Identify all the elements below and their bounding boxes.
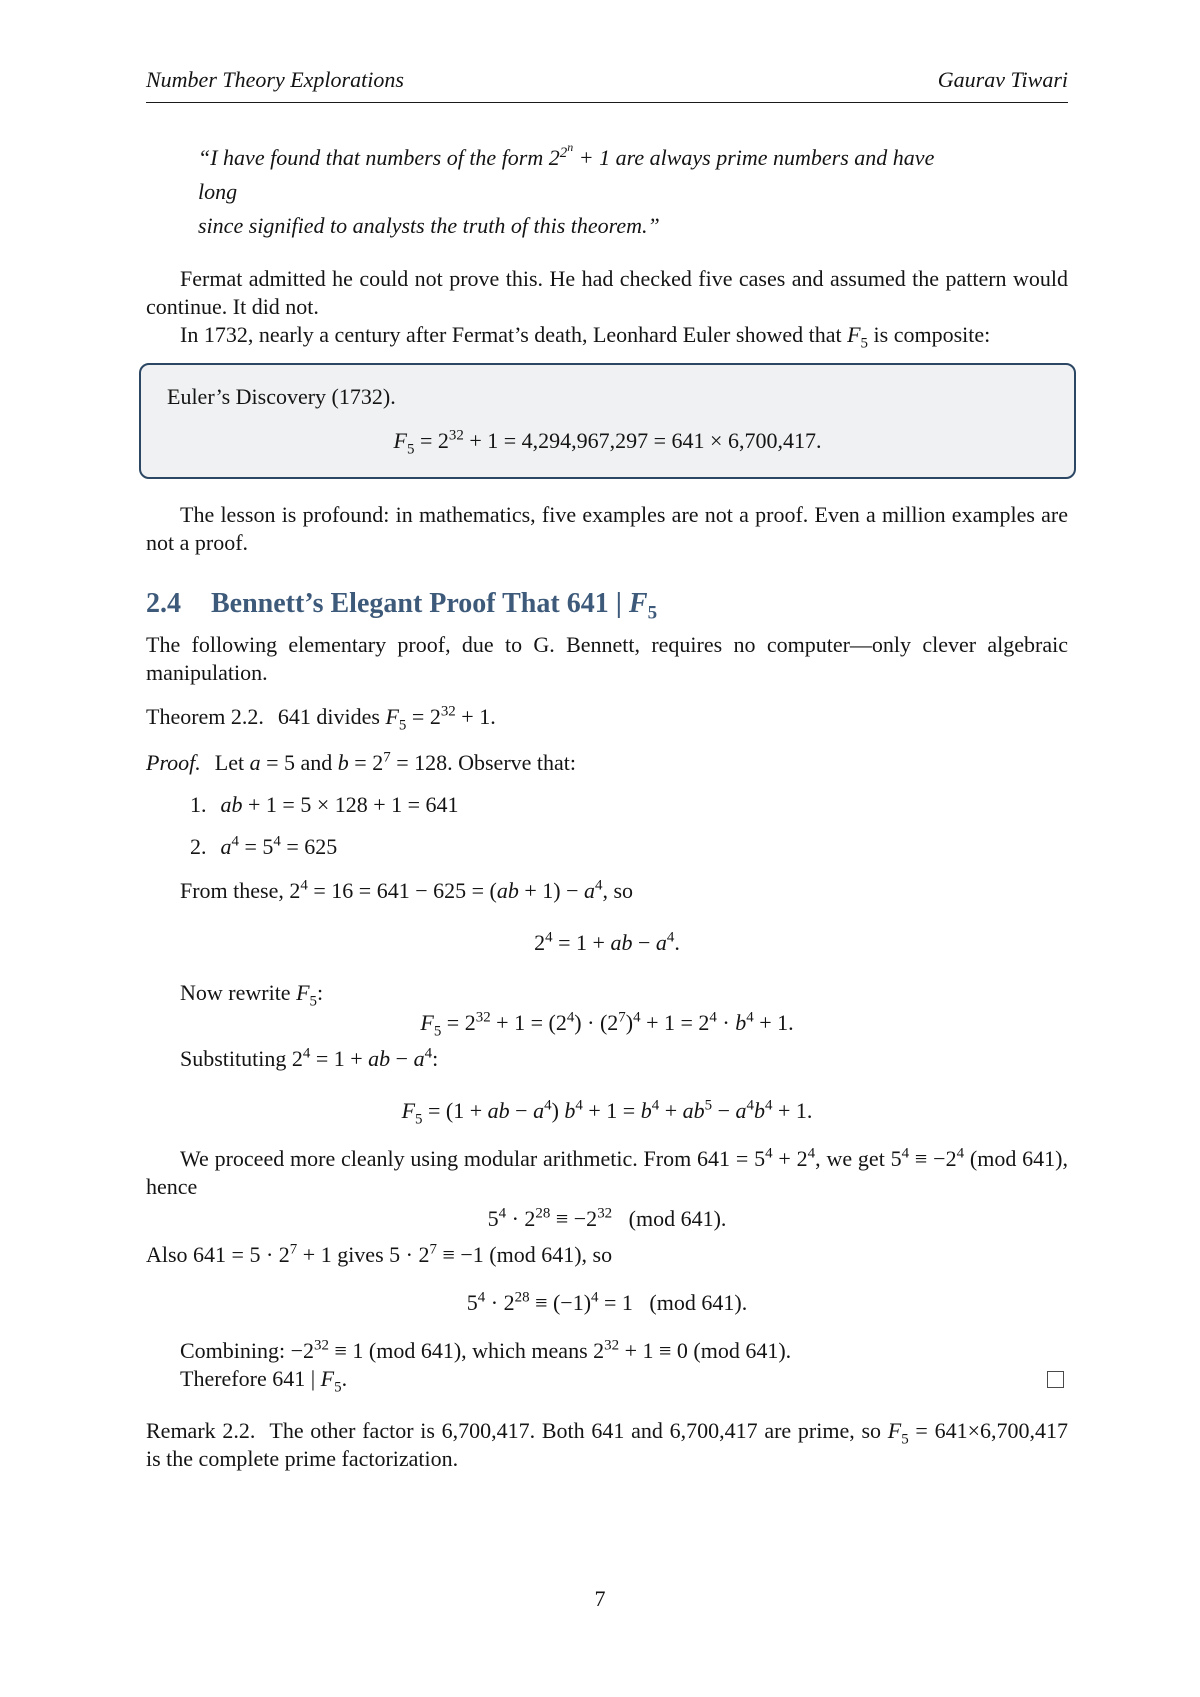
euler-discovery-box — [139, 363, 1076, 479]
qed-square-icon — [1047, 1371, 1064, 1388]
paragraph-lesson: The lesson is profound: in mathematics, five examples are not a proof. Even a million examples are not a proof. — [146, 502, 1068, 555]
paragraph-from-these: From these, $2^4 = 16 = 641 - 625 = (ab + 1) - a^4$, so — [180, 877, 634, 903]
remark-2-2 — [146, 1417, 1068, 1473]
paragraph-now-rewrite: Now rewrite $F_5$: — [180, 980, 324, 1010]
list-item — [190, 833, 1068, 861]
display-equation-4: $5^4 \cdot 2^{28} \equiv -2^{32}$ (mod 641). — [487, 1205, 727, 1231]
observation-list — [146, 791, 1068, 861]
proof-body: Let a = 5 and $b = 2^7 = 128$. Observe that: — [214, 749, 577, 775]
section-heading-2-4 — [146, 587, 1068, 624]
display-equation-5: $5^4 \cdot 2^{28} \equiv (-1)^4 = 1$ (mod 641). — [466, 1289, 748, 1315]
list-item — [190, 791, 1068, 819]
list-item-math: $a^4 = 5^4 = 625$ — [220, 833, 338, 859]
quote-line-1: “I have found that numbers of the form $2^{2^n} + 1$ are always prime numbers and have long — [198, 139, 935, 204]
display-equation-1: $2^4 = 1$ + ab − $a^4$. — [534, 929, 680, 955]
paragraph-we-proceed: We proceed more cleanly using modular arithmetic. From $641 = 5^4 + 2^4$, we get $5^4 \equiv -2^4$ (mod 641), hence — [146, 1145, 1068, 1199]
proof-label: Proof. — [146, 750, 201, 775]
display-equation-2: $F_5 = 2^{32} + 1 = (2^4) \cdot (2^7)^4 + 1 = 2^4 \cdot b^4 + 1$. — [420, 1009, 794, 1040]
paragraph-following-proof: The following elementary proof, due to G. Bennett, requires no computer—only clever algebraic manipulation. — [146, 632, 1068, 685]
list-item-math: ab + 1 = 5 × 128 + 1 = 641 — [220, 792, 459, 817]
section-number: 2.4 — [146, 588, 181, 619]
header-left-title: Number Theory Explorations — [146, 67, 404, 92]
therefore-line — [146, 1365, 1068, 1396]
paragraph-combining: Combining: $-2^{32} \equiv 1$ (mod 641), which means $2^{32} + 1 \equiv 0$ (mod 641). — [180, 1337, 792, 1363]
page-number: 7 — [594, 1586, 606, 1611]
quote-line-2: since signified to analysts the truth of this theorem.” — [198, 213, 660, 238]
theorem-2-2 — [146, 703, 1068, 734]
therefore-text: Therefore 641 | $F_5$. — [180, 1366, 348, 1396]
list-item-number: 1. — [190, 792, 207, 817]
paragraph-in-1732: In 1732, nearly a century after Fermat’s death, Leonhard Euler showed that $F_5$ is composite: — [180, 322, 991, 352]
running-header — [146, 66, 1068, 103]
fermat-quote — [198, 141, 948, 243]
list-item-number: 2. — [190, 834, 207, 859]
paragraph-also-641: Also $641 = 5 \cdot 2^7 + 1$ gives $5 \cdot 2^7 \equiv -1$ (mod 641), so — [146, 1241, 613, 1267]
euler-box-title: Euler’s Discovery (1732). — [167, 384, 396, 409]
display-equation-3: $F_5 = (1$ + ab − $a^4$) $b^4 + 1 = b^4 + ab^5 - a^4b^4 + 1$. — [401, 1097, 813, 1128]
theorem-label: Theorem 2.2. — [146, 704, 264, 729]
remark-label: Remark 2.2. — [146, 1418, 256, 1443]
paragraph-substituting: Substituting $2^4 = 1$ + ab − $a^4$: — [180, 1045, 439, 1071]
proof-opening — [146, 749, 1068, 777]
section-title: Bennett’s Elegant Proof That 641 | $F_5$ — [211, 588, 658, 624]
paragraph-fermat-admitted: Fermat admitted he could not prove this. He had checked five cases and assumed the pattern would continue. It did not. — [146, 266, 1068, 319]
euler-box-formula: $F_5 = 2^{32} + 1 = 4,294,967,297 = 641 \times 6,700,417$. — [393, 427, 822, 458]
header-right-author: Gaurav Tiwari — [937, 67, 1068, 92]
remark-body: The other factor is 6,700,417. Both 641 and 6,700,417 are prime, so $F_5 = 641\times 6,700,417$ is the complete prime factorization. — [146, 1418, 1068, 1471]
theorem-body: 641 divides $F_5 = 2^{32} + 1$. — [277, 703, 496, 734]
